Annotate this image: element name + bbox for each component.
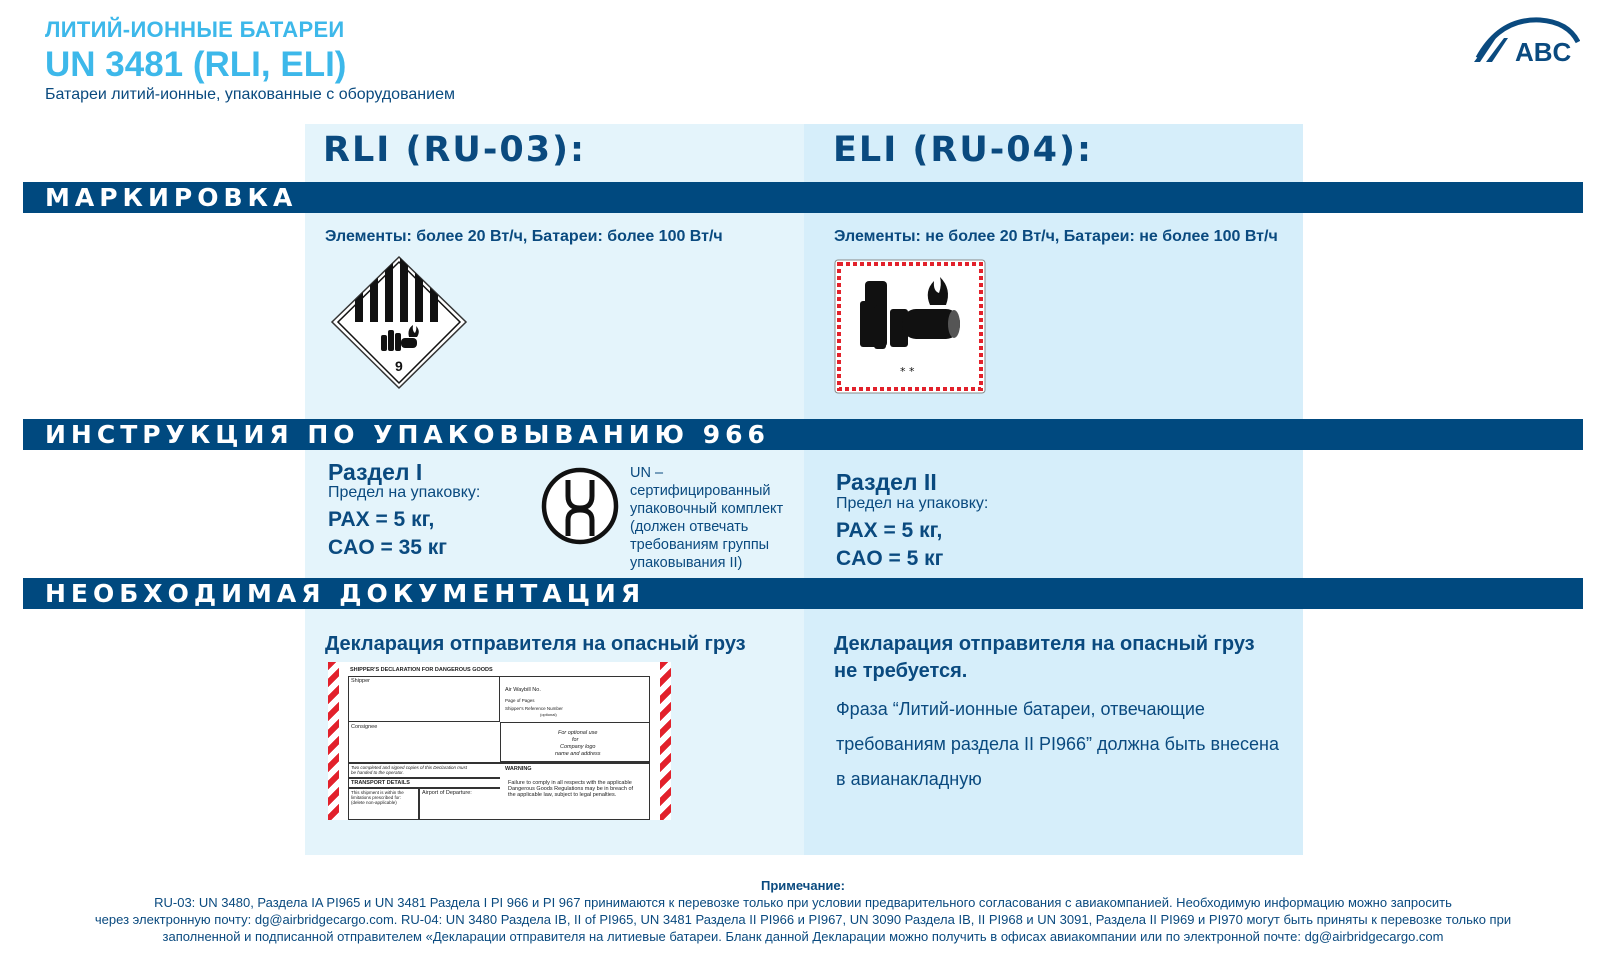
form-ref-label: Shipper's Reference Number xyxy=(505,706,563,711)
note-line-3: заполненной и подписанной отправителем «Декларации отправителя на литиевые батареи. Бланк данной Декларации можно получить в офисах авиакомпании или по электронной почте: dg@airbridgecargo.com xyxy=(162,929,1444,944)
un-title: UN 3481 (RLI, ELI) xyxy=(45,45,347,84)
un-packaging-text: UN – сертифицированный упаковочный комплект (должен отвечать требованиям группы упаковывания II) xyxy=(630,465,784,571)
form-warning-label: WARNING xyxy=(505,766,532,772)
form-divider-3 xyxy=(348,787,500,789)
page-subtitle: Батареи литий-ионные, упакованные с оборудованием xyxy=(45,86,455,103)
form-title: SHIPPER'S DECLARATION FOR DANGEROUS GOODS xyxy=(350,667,493,673)
eli-title: ELI (RU-04): xyxy=(833,130,1094,170)
form-shipper-label: Shipper xyxy=(351,678,370,684)
packing-bar xyxy=(23,419,1583,450)
note-title: Примечание: xyxy=(761,878,845,893)
form-copies-1: Two completed and signed copies of this Declaration must xyxy=(351,765,467,770)
form-optional-3: Company logo xyxy=(560,744,596,750)
abc-logo xyxy=(1470,14,1580,66)
form-right-hazard-stripe xyxy=(660,662,671,820)
shipper-declaration-form-image xyxy=(328,662,671,820)
docs-bar-label: НЕОБХОДИМАЯ ДОКУМЕНТАЦИЯ xyxy=(45,579,646,608)
class9-number: 9 xyxy=(395,358,403,374)
eli-pax-limit: PAX = 5 кг, xyxy=(836,519,943,542)
packing-bar-label: ИНСТРУКЦИЯ ПО УПАКОВЫВАНИЮ 966 xyxy=(45,420,770,449)
label-stars: * * xyxy=(900,365,915,378)
logo-text: ABC xyxy=(1515,37,1572,66)
note-body xyxy=(23,894,1583,945)
form-ref-optional: (optional) xyxy=(540,712,557,717)
form-divider-1 xyxy=(348,762,650,764)
form-shipper-box xyxy=(348,676,500,722)
rli-limit-label: Предел на упаковку: xyxy=(328,484,481,501)
eli-docs-heading-1: Декларация отправителя на опасный груз xyxy=(834,633,1255,655)
note-line-2: через электронную почту: dg@airbridgecargo.com. RU-04: UN 3480 Раздела IB, II of PI965, UN 3481 Раздела II PI966 и PI967, UN 3090 Раздела IB, II PI968 и UN 3091, Раздела II PI969 и PI970 могут быть приняты к перевозке только при xyxy=(94,912,1512,927)
form-divider-2 xyxy=(348,777,500,779)
form-awb-label: Air Waybill No. xyxy=(505,687,541,693)
eli-docs-text: Фраза “Литий-ионные батареи, отвечающие требованиям раздела II PI966” должна быть внесена в авианакладную xyxy=(836,699,1279,789)
lithium-battery-mark-icon xyxy=(834,259,986,394)
eli-limit-label: Предел на упаковку: xyxy=(836,495,989,512)
form-inner xyxy=(348,662,650,820)
form-warn-2: Dangerous Goods Regulations may be in breach of xyxy=(508,786,634,792)
marking-bar-label: МАРКИРОВКА xyxy=(45,183,298,212)
rli-section-heading: Раздел I xyxy=(328,459,423,485)
form-divider-4 xyxy=(418,787,420,820)
form-left-hazard-stripe xyxy=(328,662,339,820)
eli-docs-heading-2: не требуется. xyxy=(834,660,968,682)
form-limit-2: limitations prescribed for: xyxy=(351,795,402,800)
form-optional-1: For optional use xyxy=(558,730,598,736)
form-page-label: Page of Pages xyxy=(505,698,535,703)
form-optional-2: for xyxy=(572,737,579,743)
form-consignee-label: Consignee xyxy=(351,724,378,730)
marking-bar xyxy=(23,182,1583,213)
eli-cao-limit: CAO = 5 кг xyxy=(836,547,944,570)
rli-limits: Элементы: более 20 Вт/ч, Батареи: более 100 Вт/ч xyxy=(325,228,723,245)
form-warn-1: Failure to comply in all respects with the applicable xyxy=(508,780,632,786)
form-warn-3: the applicable law, subject to legal penalties. xyxy=(508,792,617,798)
eli-limits: Элементы: не более 20 Вт/ч, Батареи: не более 100 Вт/ч xyxy=(834,228,1278,245)
form-copies-2: be handed to the operator. xyxy=(351,770,404,775)
note-line-1: RU-03: UN 3480, Раздела IA PI965 и UN 3481 Раздела I PI 966 и PI 967 принимаются к перевозке только при условии предварительного согласования с авиакомпанией. Необходимую информацию можно запросить xyxy=(154,895,1452,910)
form-airport-label: Airport of Departure: xyxy=(422,790,472,796)
un-packaging-mark-icon xyxy=(540,466,620,546)
form-limit-3: (delete non-applicable) xyxy=(351,800,397,805)
class9-hazard-label-icon xyxy=(329,255,469,390)
rli-cao-limit: CAO = 35 кг xyxy=(328,536,448,559)
rli-title: RLI (RU-03): xyxy=(323,130,587,170)
category-title: ЛИТИЙ-ИОННЫЕ БАТАРЕИ xyxy=(45,17,345,42)
form-optional-4: name and address xyxy=(555,751,601,757)
form-limit-1: This shipment is within the xyxy=(351,790,404,795)
eli-section-heading: Раздел II xyxy=(836,469,937,495)
form-transport-label: TRANSPORT DETAILS xyxy=(351,780,410,786)
rli-docs-heading: Декларация отправителя на опасный груз xyxy=(325,633,746,655)
docs-bar xyxy=(23,578,1583,609)
rli-pax-limit: PAX = 5 кг, xyxy=(328,508,435,531)
